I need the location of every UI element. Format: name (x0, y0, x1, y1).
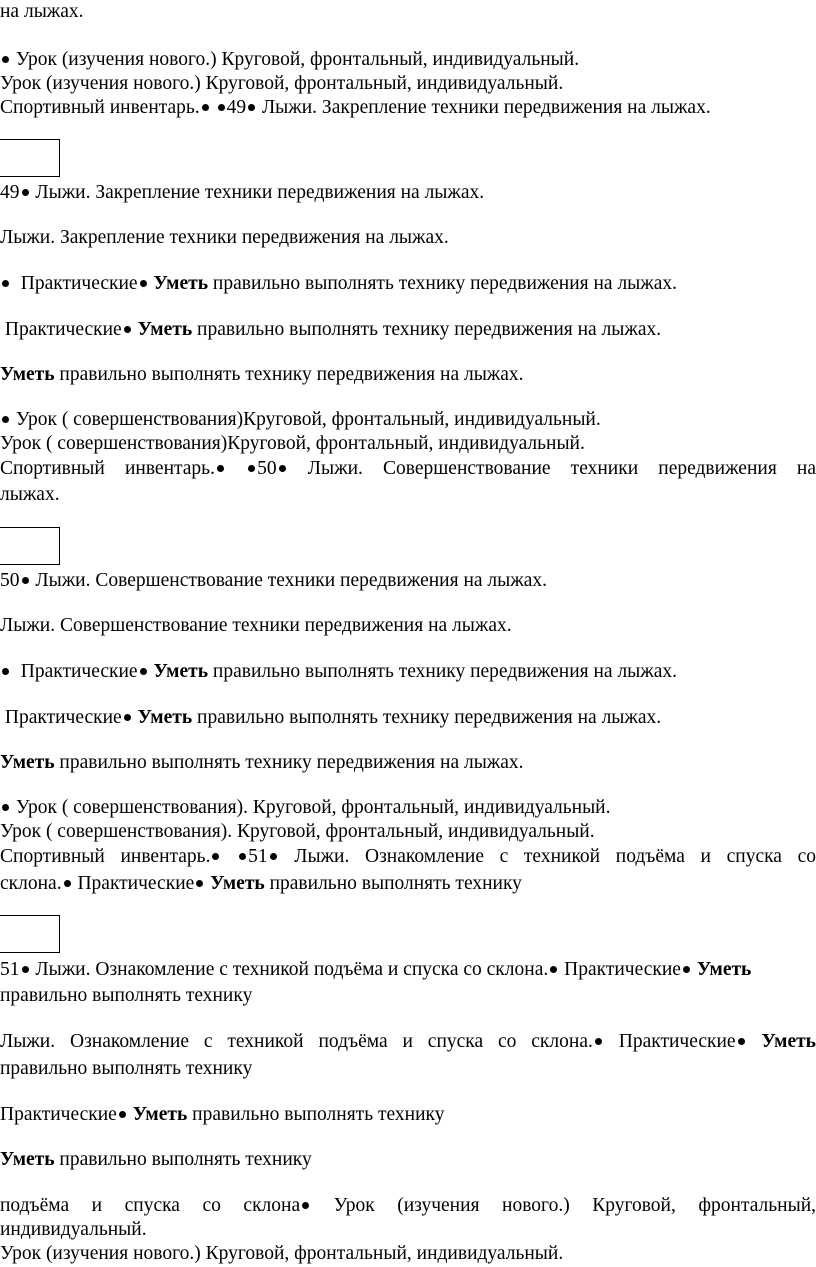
empty-cell (0, 915, 60, 953)
text: Урок ( совершенствования). Круговой, фронтальный, индивидуальный. (0, 821, 595, 842)
text-line (0, 73, 816, 95)
text-line (0, 1195, 816, 1217)
bullet-icon (217, 465, 224, 472)
text-line (0, 458, 816, 480)
bullet-icon (270, 853, 277, 860)
lesson-number: 50 (257, 458, 277, 479)
lesson-number: 51 (0, 959, 20, 980)
bullet-icon (218, 104, 225, 111)
text-line (0, 97, 816, 119)
bullet-icon (595, 1038, 602, 1045)
text-line (0, 49, 816, 71)
bullet-icon (124, 326, 131, 333)
bullet-icon (279, 465, 286, 472)
bullet-icon (2, 56, 9, 63)
text-line (0, 1149, 816, 1171)
bullet-icon (119, 1111, 126, 1118)
bullet-icon (248, 465, 255, 472)
bullet-icon (239, 853, 246, 860)
text: Лыжи. Совершенствование техники передвижения на (307, 458, 816, 479)
text: Практические (20, 661, 138, 682)
text: правильно выполнять технику передвижения на лыжах. (54, 752, 524, 773)
text-line (0, 707, 816, 729)
text: лыжах. (0, 484, 60, 505)
text: Практические (564, 959, 681, 980)
bold-text: Уметь (0, 364, 55, 385)
text-line (0, 1031, 816, 1053)
bold-text: Уметь (137, 319, 193, 340)
bullet-icon (140, 280, 147, 287)
text: Лыжи. Ознакомление с техникой подъёма и спуска со (294, 846, 816, 867)
text: Практические (4, 707, 122, 728)
bold-text: Уметь (696, 959, 752, 980)
text-line (0, 570, 816, 592)
bullet-icon (248, 104, 255, 111)
bullet-icon (2, 280, 9, 287)
text: правильно выполнять технику (0, 985, 253, 1006)
text: правильно выполнять технику передвижения на лыжах. (208, 661, 678, 682)
text-line (0, 1104, 816, 1126)
bullet-icon (2, 804, 9, 811)
text: Практические (4, 319, 122, 340)
bullet-icon (22, 966, 29, 973)
text: склона. (0, 873, 62, 894)
text: правильно выполнять технику передвижения на лыжах. (192, 319, 662, 340)
text: Лыжи. Закрепление техники передвижения на лыжах. (261, 97, 711, 118)
text-line (0, 752, 816, 774)
text: Спортивный инвентарь. (0, 458, 215, 479)
text: Практические (77, 873, 195, 894)
text: Урок (изучения нового.) Круговой, фронтальный, (333, 1195, 816, 1216)
lesson-number: 50 (0, 570, 20, 591)
text: правильно выполнять технику (54, 1149, 312, 1170)
text: правильно выполнять технику передвижения на лыжах. (208, 273, 678, 294)
text-line (0, 1243, 816, 1265)
bullet-icon (683, 966, 690, 973)
bullet-icon (2, 416, 9, 423)
bullet-icon (202, 104, 209, 111)
text: индивидуальный. (0, 1219, 147, 1240)
lesson-number: 49 (0, 182, 20, 203)
text-line (0, 846, 816, 868)
text: Урок ( совершенствования). Круговой, фронтальный, индивидуальный. (15, 797, 611, 818)
text: правильно выполнять технику (0, 1058, 253, 1079)
text-line (0, 821, 816, 843)
text-line (0, 985, 816, 1007)
text-line (0, 409, 816, 431)
text-line (0, 615, 816, 637)
text: правильно выполнять технику передвижения на лыжах. (192, 707, 662, 728)
text: Урок (изучения нового.) Круговой, фронтальный, индивидуальный. (15, 49, 580, 70)
text: Лыжи. Ознакомление с техникой подъёма и спуска со склона. (0, 1031, 593, 1052)
text: Практические (618, 1031, 736, 1052)
bold-text: Уметь (0, 1149, 55, 1170)
text-line (0, 273, 816, 295)
empty-cell (0, 139, 60, 177)
bullet-icon (22, 189, 29, 196)
bold-text: Уметь (153, 661, 209, 682)
bullet-icon (140, 668, 147, 675)
bullet-icon (2, 668, 9, 675)
text-line (0, 484, 816, 506)
text-line (0, 182, 816, 204)
bullet-icon (302, 1202, 309, 1209)
text: Практические (0, 1104, 117, 1125)
text: Урок ( совершенствования)Круговой, фронтальный, индивидуальный. (0, 433, 585, 454)
text-line (0, 873, 816, 895)
text-line (0, 364, 816, 386)
text: на лыжах. (0, 1, 84, 22)
text: Практические (20, 273, 138, 294)
bullet-icon (212, 853, 219, 860)
bullet-icon (124, 714, 131, 721)
text: Лыжи. Закрепление техники передвижения на лыжах. (0, 227, 449, 248)
text: Лыжи. Закрепление техники передвижения на лыжах. (35, 182, 485, 203)
text-line (0, 797, 816, 819)
text: Урок (изучения нового.) Круговой, фронтальный, индивидуальный. (0, 1243, 564, 1264)
bold-text: Уметь (153, 273, 209, 294)
text: правильно выполнять технику (264, 873, 522, 894)
text-line (0, 661, 816, 683)
text-line (0, 1058, 816, 1080)
text: Спортивный инвентарь. (0, 846, 211, 867)
text-line (0, 433, 816, 455)
text: правильно выполнять технику (187, 1104, 445, 1125)
bullet-icon (196, 880, 203, 887)
bold-text: Уметь (0, 752, 55, 773)
empty-cell (0, 527, 60, 565)
lesson-number: 49 (226, 97, 247, 118)
bullet-icon (22, 577, 29, 584)
text-line (0, 1219, 816, 1241)
bullet-icon (64, 880, 71, 887)
text: Лыжи. Ознакомление с техникой подъёма и спуска со склона. (35, 959, 549, 980)
text: Лыжи. Совершенствование техники передвижения на лыжах. (35, 570, 547, 591)
bold-text: Уметь (137, 707, 193, 728)
lesson-number: 51 (248, 846, 268, 867)
bold-text: Уметь (132, 1104, 188, 1125)
text-line (0, 227, 816, 249)
bullet-icon (738, 1038, 745, 1045)
text-line (0, 959, 816, 981)
text: Урок (изучения нового.) Круговой, фронтальный, индивидуальный. (0, 73, 564, 94)
text: правильно выполнять технику передвижения на лыжах. (54, 364, 524, 385)
text-line (0, 319, 816, 341)
text: Урок ( совершенствования)Круговой, фронтальный, индивидуальный. (15, 409, 601, 430)
bold-text: Уметь (210, 873, 265, 894)
bullet-icon (550, 966, 557, 973)
text-line (0, 1, 816, 23)
text: Лыжи. Совершенствование техники передвижения на лыжах. (0, 615, 512, 636)
text: Спортивный инвентарь. (0, 97, 200, 118)
text: подъёма и спуска со склона (0, 1195, 301, 1216)
bold-text: Уметь (761, 1031, 816, 1052)
